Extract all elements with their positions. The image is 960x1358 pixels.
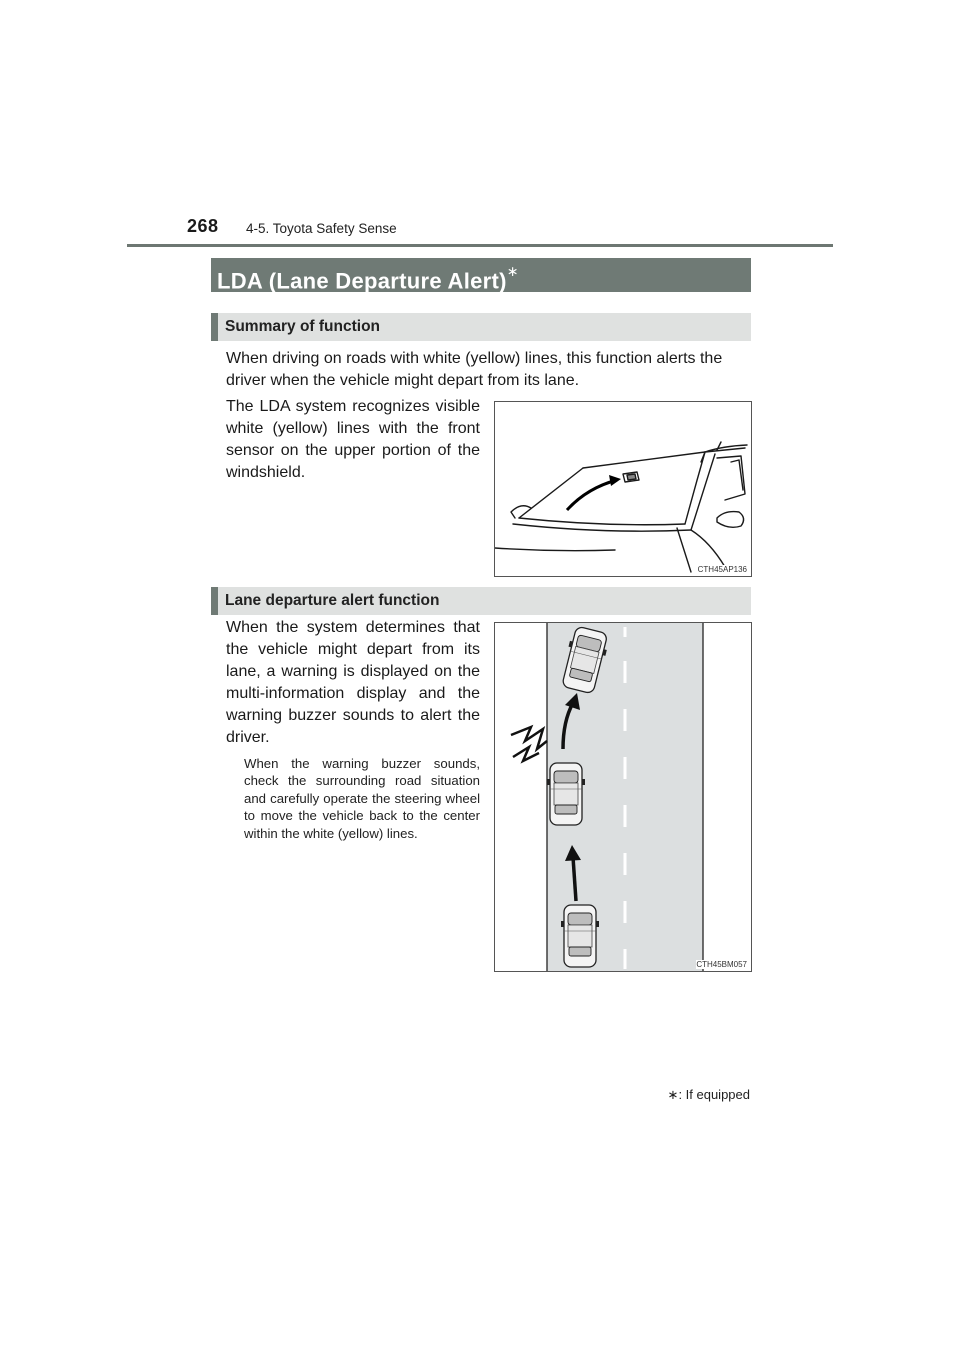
- footnote: [668, 1087, 750, 1103]
- lane-departure-figure: [494, 622, 752, 972]
- page-title-text: LDA (Lane Departure Alert): [217, 268, 507, 294]
- footnote-text: : If equipped: [678, 1087, 750, 1102]
- footnote-marker: ∗: [667, 1087, 679, 1102]
- page-number: 268: [187, 216, 219, 236]
- sensor-description: The LDA system recognizes visible white (yellow) lines with the front sensor on the upper portion of the windshield.: [226, 398, 480, 481]
- windshield-sensor-figure: [494, 401, 752, 577]
- windshield-illustration: [495, 402, 751, 576]
- summary-intro: When driving on roads with white (yellow) lines, this function alerts the driver when the vehicle might depart from its lane.: [226, 350, 723, 389]
- page-title: [211, 258, 751, 292]
- figure-code: CTH45BM057: [696, 960, 747, 969]
- section-path: 4-5. Toyota Safety Sense: [246, 221, 397, 236]
- lane-alert-heading: Lane departure alert function: [211, 587, 751, 615]
- header-divider: [127, 244, 833, 247]
- lane-alert-note: When the warning buzzer sounds, check the surrounding road situation and carefully operate the steering wheel to move the vehicle back to the center within the white (yellow) lines.: [244, 756, 480, 841]
- equipped-marker: ∗: [506, 263, 519, 279]
- lane-alert-description: When the system determines that the vehicle might depart from its lane, a warning is displayed on the multi-information display and the warning buzzer sounds to alert the driver.: [226, 619, 480, 746]
- summary-heading: Summary of function: [211, 313, 751, 341]
- lane-departure-illustration: [495, 623, 751, 971]
- figure-code: CTH45AP136: [697, 565, 747, 574]
